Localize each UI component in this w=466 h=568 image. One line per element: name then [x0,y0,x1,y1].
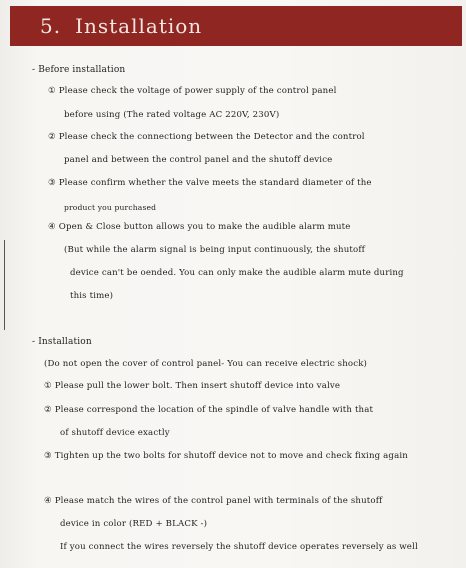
before-item-3-marker: ③ [48,178,56,188]
install-item-3-line-1 [44,451,408,462]
install-item-4-line-3: If you connect the wires reversely the shutoff device operates reversely as well [60,542,418,552]
install-item-4-text: Please match the wires of the control panel with terminals of the shutoff [54,496,383,506]
install-item-4-line-1 [44,496,382,507]
before-item-4-line-4: this time) [70,291,114,301]
before-item-4-text: Open & Close button allows you to make the audible alarm mute [58,222,351,232]
before-item-1-text: Please check the voltage of power supply of the control panel [58,86,337,96]
install-item-1-line-1 [44,381,340,392]
before-item-2-line-1 [48,132,365,143]
installation-warning: (Do not open the cover of control panel- You can receive electric shock) [44,359,368,369]
install-item-4-marker: ④ [44,496,52,506]
section-number: 5. [40,14,62,38]
install-item-4-line-2: device in color (RED + BLACK -) [60,519,208,529]
install-item-1-marker: ① [44,381,52,391]
install-item-2-text: Please correspond the location of the spindle of valve handle with that [54,405,374,415]
section-header [10,6,462,46]
install-item-1-text: Please pull the lower bolt. Then insert shutoff device into valve [54,381,341,391]
before-item-3-line-2: product you purchased [64,203,157,212]
before-item-4-line-3: device can't be oended. You can only make the audible alarm mute during [70,268,404,278]
install-item-2-line-2: of shutoff device exactly [60,428,170,438]
before-item-4-marker: ④ [48,222,56,232]
section-title: Installation [75,14,203,38]
before-item-1-line-2: before using (The rated voltage AC 220V, 230V) [64,110,280,120]
install-item-3-marker: ③ [44,451,52,461]
before-item-2-marker: ② [48,132,56,142]
before-item-1-marker: ① [48,86,56,96]
before-item-1-line-1 [48,86,336,97]
before-item-2-line-2: panel and between the control panel and the shutoff device [64,155,333,165]
before-item-4-line-2: (But while the alarm signal is being input continuously, the shutoff [64,245,365,255]
page-edge-rule [4,240,5,330]
before-installation-heading: - Before installation [32,65,126,75]
before-item-3-text: Please confirm whether the valve meets the standard diameter of the [58,178,372,188]
install-item-2-line-1 [44,405,373,416]
before-item-3-line-1 [48,178,372,189]
install-item-2-marker: ② [44,405,52,415]
installation-heading: - Installation [32,337,92,347]
install-item-3-text: Tighten up the two bolts for shutoff device not to move and check fixing again [54,451,408,461]
before-item-4-line-1 [48,222,351,233]
before-item-2-text: Please check the connectiong between the Detector and the control [58,132,365,142]
